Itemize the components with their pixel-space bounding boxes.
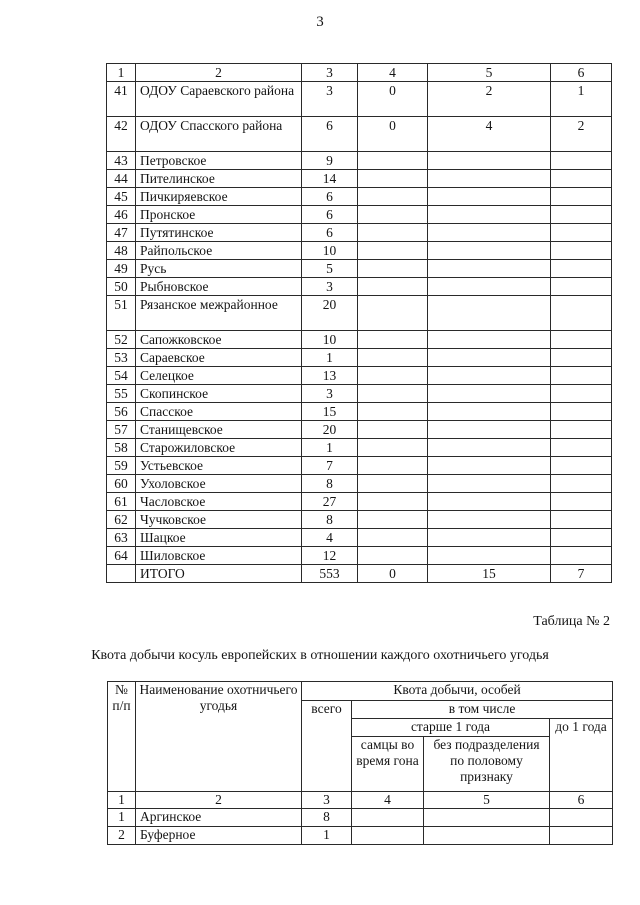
quota-col4 xyxy=(358,403,428,421)
table-row xyxy=(107,475,612,493)
table-row xyxy=(108,809,613,827)
quota-col4 xyxy=(358,242,428,260)
table-row xyxy=(107,547,612,565)
table-row xyxy=(107,206,612,224)
header-including: в том числе xyxy=(352,701,613,719)
quota-total: 5 xyxy=(302,260,358,278)
hunting-ground-name: Устьевское xyxy=(136,457,302,475)
quota-col6 xyxy=(551,475,612,493)
quota-col6 xyxy=(551,296,612,331)
row-number: 41 xyxy=(107,82,136,117)
row-number: 45 xyxy=(107,188,136,206)
quota-total: 10 xyxy=(302,331,358,349)
row-number: 60 xyxy=(107,475,136,493)
hunting-ground-name: Станищевское xyxy=(136,421,302,439)
quota-col4 xyxy=(358,152,428,170)
quota-col4 xyxy=(358,493,428,511)
header-name: Наименование охотничьего угодья xyxy=(136,682,302,792)
row-number: 57 xyxy=(107,421,136,439)
quota-col4: 0 xyxy=(358,565,428,583)
table-row xyxy=(107,82,612,117)
quota-col4: 0 xyxy=(358,82,428,117)
quota-total: 15 xyxy=(302,403,358,421)
quota-col4: 0 xyxy=(358,117,428,152)
quota-total: 8 xyxy=(302,809,352,827)
quota-total: 27 xyxy=(302,493,358,511)
quota-col6 xyxy=(551,421,612,439)
column-number: 6 xyxy=(551,64,612,82)
column-number: 3 xyxy=(302,792,352,809)
hunting-ground-name: Русь xyxy=(136,260,302,278)
quota-col5 xyxy=(428,493,551,511)
quota-total: 10 xyxy=(302,242,358,260)
quota-col5 xyxy=(428,457,551,475)
quota-col6 xyxy=(551,331,612,349)
hunting-ground-name: Рыбновское xyxy=(136,278,302,296)
table-row xyxy=(107,152,612,170)
hunting-ground-name: Рязанское межрайонное xyxy=(136,296,302,331)
hunting-ground-name: Пителинское xyxy=(136,170,302,188)
hunting-ground-name: Старожиловское xyxy=(136,439,302,457)
roe-deer-quota-table xyxy=(107,681,613,845)
quota-col5 xyxy=(428,529,551,547)
header-quota: Квота добычи, особей xyxy=(302,682,613,701)
quota-table-continued xyxy=(106,63,612,583)
quota-total: 3 xyxy=(302,385,358,403)
quota-col5 xyxy=(428,188,551,206)
table-row xyxy=(107,511,612,529)
table-row xyxy=(107,457,612,475)
quota-col5 xyxy=(428,367,551,385)
quota-col4 xyxy=(358,529,428,547)
row-number: 49 xyxy=(107,260,136,278)
quota-col5 xyxy=(428,242,551,260)
table-row xyxy=(107,170,612,188)
header-under1: до 1 года xyxy=(550,719,613,792)
hunting-ground-name: Спасское xyxy=(136,403,302,421)
quota-col5 xyxy=(428,260,551,278)
row-number: 64 xyxy=(107,547,136,565)
quota-col5 xyxy=(428,439,551,457)
table-row xyxy=(107,224,612,242)
column-number: 2 xyxy=(136,792,302,809)
quota-col5 xyxy=(428,349,551,367)
hunting-ground-name: Путятинское xyxy=(136,224,302,242)
quota-col6: 2 xyxy=(551,117,612,152)
row-number: 43 xyxy=(107,152,136,170)
quota-col6 xyxy=(551,511,612,529)
table-row xyxy=(107,529,612,547)
row-number: 51 xyxy=(107,296,136,331)
quota-col6 xyxy=(550,809,613,827)
quota-col4 xyxy=(358,457,428,475)
quota-col4 xyxy=(358,278,428,296)
quota-col4 xyxy=(358,385,428,403)
row-number: 53 xyxy=(107,349,136,367)
quota-total: 13 xyxy=(302,367,358,385)
quota-col4 xyxy=(358,224,428,242)
quota-total: 9 xyxy=(302,152,358,170)
header-nosex: без подразделения по половому признаку xyxy=(424,737,550,792)
quota-col6: 1 xyxy=(551,82,612,117)
column-number: 4 xyxy=(358,64,428,82)
quota-col5 xyxy=(428,385,551,403)
hunting-ground-name: Петровское xyxy=(136,152,302,170)
column-number: 2 xyxy=(136,64,302,82)
table-row xyxy=(107,117,612,152)
row-number: 61 xyxy=(107,493,136,511)
quota-total: 1 xyxy=(302,349,358,367)
quota-col5: 4 xyxy=(428,117,551,152)
quota-col6 xyxy=(551,439,612,457)
row-number: 59 xyxy=(107,457,136,475)
row-number: 52 xyxy=(107,331,136,349)
quota-total: 8 xyxy=(302,511,358,529)
table-row xyxy=(107,296,612,331)
column-number: 1 xyxy=(108,792,136,809)
quota-total: 6 xyxy=(302,117,358,152)
total-row xyxy=(107,565,612,583)
row-number: 58 xyxy=(107,439,136,457)
header-older: старше 1 года xyxy=(352,719,550,737)
hunting-ground-name: Чучковское xyxy=(136,511,302,529)
quota-col6 xyxy=(550,827,613,845)
column-number: 3 xyxy=(302,64,358,82)
row-number: 62 xyxy=(107,511,136,529)
table-row xyxy=(107,403,612,421)
quota-col5 xyxy=(428,403,551,421)
quota-total: 20 xyxy=(302,421,358,439)
quota-col4 xyxy=(358,367,428,385)
table-row xyxy=(107,493,612,511)
quota-total: 6 xyxy=(302,224,358,242)
quota-col5 xyxy=(428,224,551,242)
column-number: 5 xyxy=(428,64,551,82)
quota-col4 xyxy=(358,206,428,224)
quota-col5 xyxy=(428,421,551,439)
column-number: 4 xyxy=(352,792,424,809)
quota-total: 4 xyxy=(302,529,358,547)
quota-col5 xyxy=(428,547,551,565)
quota-col4 xyxy=(358,170,428,188)
quota-col6 xyxy=(551,188,612,206)
quota-total: 8 xyxy=(302,475,358,493)
hunting-ground-name: ИТОГО xyxy=(136,565,302,583)
quota-col6 xyxy=(551,367,612,385)
header-num: № п/п xyxy=(108,682,136,792)
quota-col5: 15 xyxy=(428,565,551,583)
table-row xyxy=(107,188,612,206)
quota-col5: 2 xyxy=(428,82,551,117)
quota-total: 20 xyxy=(302,296,358,331)
quota-col4 xyxy=(358,296,428,331)
header-males: самцы во время гона xyxy=(352,737,424,792)
quota-col4 xyxy=(352,827,424,845)
quota-total: 3 xyxy=(302,82,358,117)
hunting-ground-name: Сараевское xyxy=(136,349,302,367)
table-row xyxy=(108,827,613,845)
row-number: 50 xyxy=(107,278,136,296)
quota-col5 xyxy=(428,152,551,170)
quota-total: 7 xyxy=(302,457,358,475)
quota-col5 xyxy=(428,331,551,349)
quota-col4 xyxy=(352,809,424,827)
quota-col5 xyxy=(428,475,551,493)
quota-col4 xyxy=(358,349,428,367)
quota-col4 xyxy=(358,475,428,493)
quota-col5 xyxy=(424,809,550,827)
quota-col6 xyxy=(551,224,612,242)
hunting-ground-name: ОДОУ Сараевского района xyxy=(136,82,302,117)
row-number: 54 xyxy=(107,367,136,385)
quota-col6 xyxy=(551,170,612,188)
hunting-ground-name: Скопинское xyxy=(136,385,302,403)
quota-col4 xyxy=(358,331,428,349)
hunting-ground-name: Шиловское xyxy=(136,547,302,565)
row-number: 63 xyxy=(107,529,136,547)
quota-col6 xyxy=(551,403,612,421)
row-number: 46 xyxy=(107,206,136,224)
row-number: 47 xyxy=(107,224,136,242)
quota-col5 xyxy=(428,278,551,296)
hunting-ground-name: Сапожковское xyxy=(136,331,302,349)
column-numbers-row xyxy=(107,64,612,82)
quota-total: 1 xyxy=(302,439,358,457)
quota-total: 6 xyxy=(302,206,358,224)
quota-col5 xyxy=(428,206,551,224)
hunting-ground-name: Шацкое xyxy=(136,529,302,547)
hunting-ground-name: Часловское xyxy=(136,493,302,511)
table-row xyxy=(107,421,612,439)
table-row xyxy=(107,349,612,367)
quota-col6: 7 xyxy=(551,565,612,583)
hunting-ground-name: Ухоловское xyxy=(136,475,302,493)
row-number: 42 xyxy=(107,117,136,152)
quota-col4 xyxy=(358,547,428,565)
quota-col5 xyxy=(428,170,551,188)
row-number: 48 xyxy=(107,242,136,260)
table-row xyxy=(107,439,612,457)
hunting-ground-name: Селецкое xyxy=(136,367,302,385)
row-number xyxy=(107,565,136,583)
quota-col6 xyxy=(551,457,612,475)
table-title: Квота добычи косуль европейских в отношении каждого охотничьего угодья xyxy=(91,648,549,663)
row-number: 56 xyxy=(107,403,136,421)
quota-col6 xyxy=(551,547,612,565)
table-row xyxy=(107,385,612,403)
quota-col5 xyxy=(428,296,551,331)
quota-col6 xyxy=(551,529,612,547)
table-row xyxy=(107,367,612,385)
quota-col4 xyxy=(358,260,428,278)
quota-total: 1 xyxy=(302,827,352,845)
hunting-ground-name: Пичкиряевское xyxy=(136,188,302,206)
row-number: 55 xyxy=(107,385,136,403)
quota-col6 xyxy=(551,206,612,224)
table-row xyxy=(107,278,612,296)
column-numbers-row xyxy=(108,792,613,809)
hunting-ground-name: Аргинское xyxy=(136,809,302,827)
quota-total: 3 xyxy=(302,278,358,296)
table-row xyxy=(107,260,612,278)
table-label: Таблица № 2 xyxy=(533,614,610,629)
quota-total: 6 xyxy=(302,188,358,206)
quota-col6 xyxy=(551,152,612,170)
column-number: 6 xyxy=(550,792,613,809)
quota-col5 xyxy=(424,827,550,845)
hunting-ground-name: Пронское xyxy=(136,206,302,224)
hunting-ground-name: Райпольское xyxy=(136,242,302,260)
quota-total: 12 xyxy=(302,547,358,565)
hunting-ground-name: Буферное xyxy=(136,827,302,845)
header-total: всего xyxy=(302,701,352,792)
quota-total: 553 xyxy=(302,565,358,583)
quota-total: 14 xyxy=(302,170,358,188)
page-number: 3 xyxy=(316,14,324,30)
quota-col4 xyxy=(358,439,428,457)
quota-col5 xyxy=(428,511,551,529)
row-number: 1 xyxy=(108,809,136,827)
quota-col4 xyxy=(358,421,428,439)
row-number: 2 xyxy=(108,827,136,845)
quota-col6 xyxy=(551,493,612,511)
column-number: 1 xyxy=(107,64,136,82)
quota-col6 xyxy=(551,242,612,260)
table-row xyxy=(107,331,612,349)
quota-col4 xyxy=(358,188,428,206)
column-number: 5 xyxy=(424,792,550,809)
quota-col6 xyxy=(551,278,612,296)
table-row xyxy=(107,242,612,260)
row-number: 44 xyxy=(107,170,136,188)
hunting-ground-name: ОДОУ Спасского района xyxy=(136,117,302,152)
quota-col6 xyxy=(551,260,612,278)
quota-col4 xyxy=(358,511,428,529)
quota-col6 xyxy=(551,349,612,367)
quota-col6 xyxy=(551,385,612,403)
